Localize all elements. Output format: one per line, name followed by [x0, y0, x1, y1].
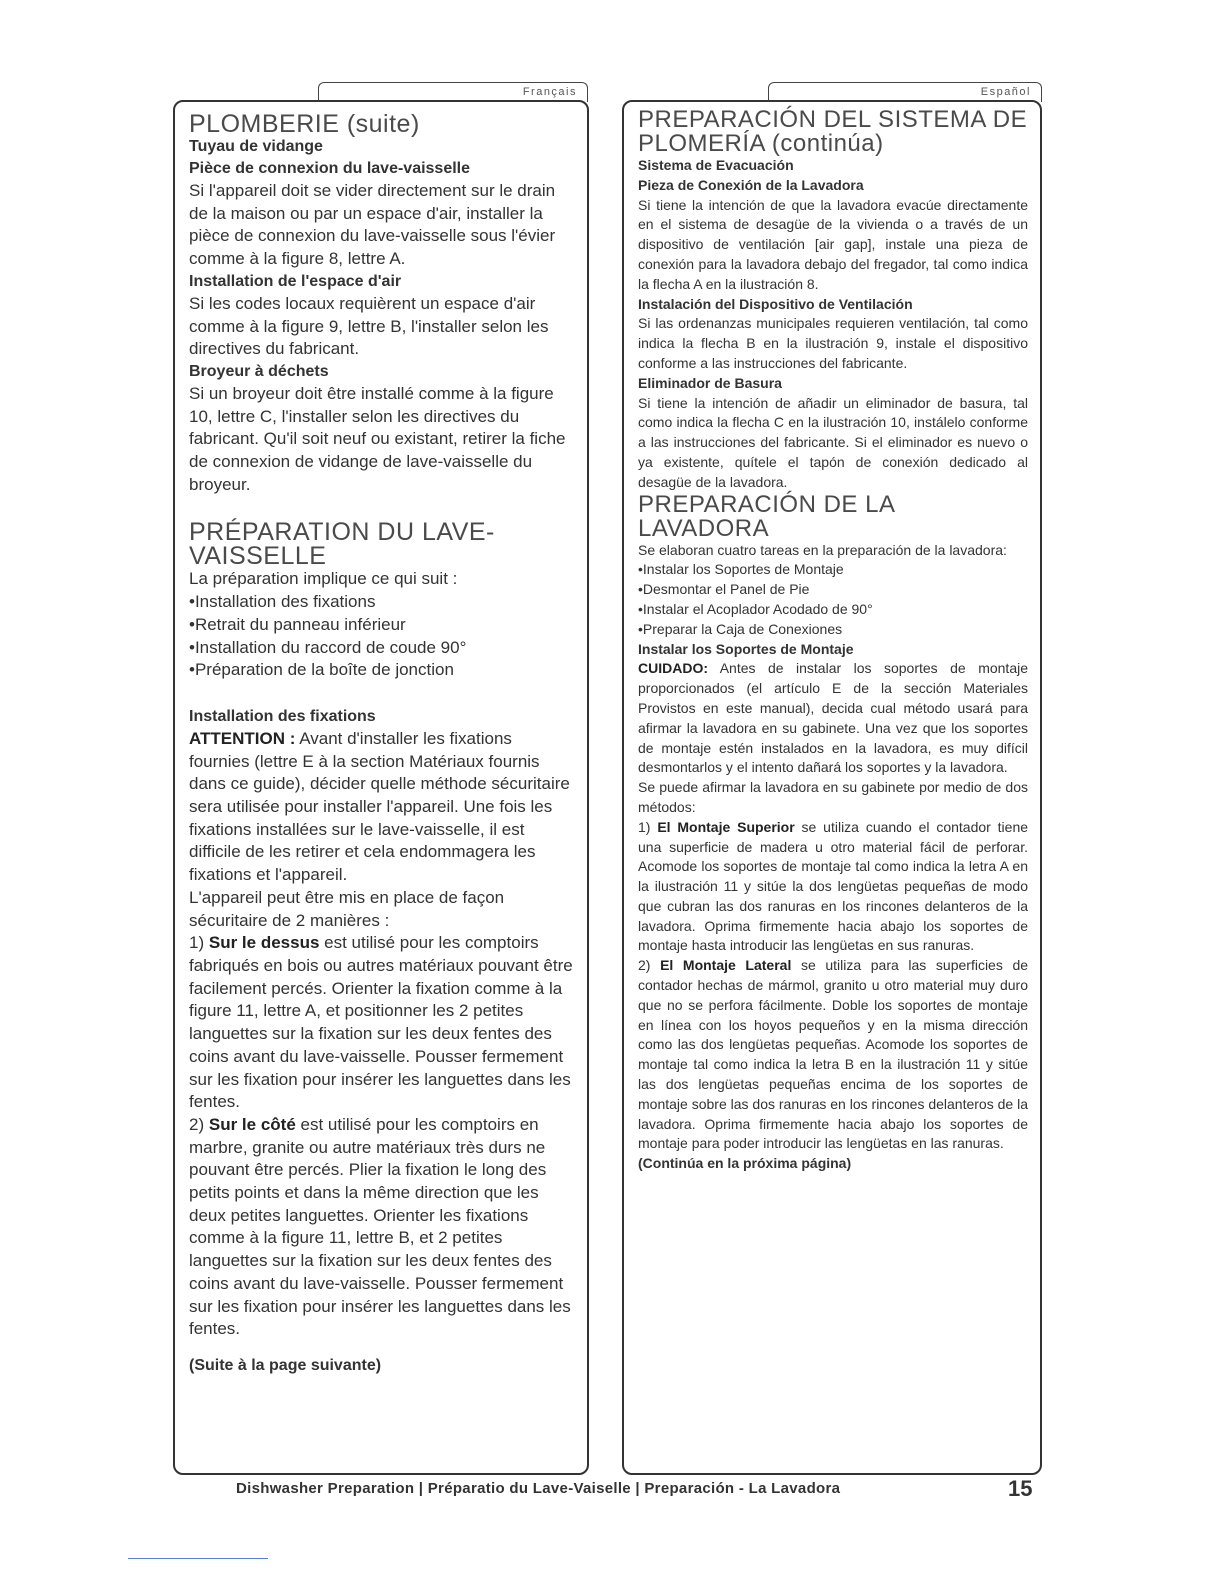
- paragraph-attention: [189, 728, 575, 887]
- subheading-pieza-conexion: Pieza de Conexión de la Lavadora: [638, 176, 864, 193]
- paragraph-broyeur: Si un broyeur doit être installé comme à la figure 10, lettre C, l'installer selon les directives du fabricant. Qu'il soit neuf ou existant, retirer la fiche de connexion de vidange de lave-vaisselle du broyeur.: [189, 383, 566, 494]
- paragraph-method-2: [638, 956, 1028, 1154]
- paragraph-metodos: Se puede afirmar la lavadora en su gabinete por medio de dos métodos:: [638, 779, 1028, 815]
- paragraph-tareas: Se elaboran cuatro tareas en la preparación de la lavadora:: [638, 541, 1007, 558]
- paragraph-cuidado: [638, 659, 1028, 778]
- paragraph-pieza-conexion: Si tiene la intención de que la lavadora evacúe directamente en el sistema de desagüe de la vivienda o a través de un dispositivo de ventilación [air gap], instale una pieza de conexión para la lavadora debajo del fregador, tal como indica la flecha A en la ilustración 8.: [638, 196, 1028, 292]
- method-1-number: 1): [638, 818, 651, 835]
- subheading-tuyau: Tuyau de vidange: [189, 138, 323, 155]
- method-1-text: se utiliza cuando el contador tiene una superficie de madera u otro material fácil de perforar. Acomode los soportes de montaje tal como indica la letra A en la ilustración 11 y sitúe la dos lengüetas pequeñas de modo que cubran las dos ranuras en los rincones delanteros de la lavadora. Oprima firmemente hacia abajo los soportes de montaje hasta introducir las lengüetas en sus ranuras.: [638, 818, 1029, 954]
- subheading-espace-air: Installation de l'espace d'air: [189, 272, 402, 290]
- attention-label: ATTENTION :: [189, 728, 296, 748]
- paragraph-ventilacion: Si las ordenanzas municipales requieren ventilación, tal como indica la flecha B en la ilustración 9, instale el dispositivo conforme a las instrucciones del fabricante.: [638, 315, 1028, 371]
- subheading-fixations: Installation des fixations: [189, 707, 376, 725]
- language-tab-spanish: Español: [768, 82, 1042, 102]
- heading-preparation-lave-vaisselle: PRÉPARATION DU LAVE-VAISSELLE: [189, 518, 495, 571]
- method-2-text: se utiliza para las superficies de contador hechas de mármol, granito u otro material muy duro que no se perfora fácilmente. Doble los soportes de montaje en línea con los hoyos pequeños y en la misma dirección como las dos lengüetas pequeñas. Acomode los soportes de montaje tal como indica la letra B en la ilustración 11 y sitúe las dos lengüetas pequeñas encima de los soportes de montaje sobre las dos ranuras en los rincones delanteros de la lavadora. Oprima firmemente hacia abajo los soportes de montaje para poder introducir las lengüetas en las ranuras.: [638, 957, 1029, 1152]
- language-tab-french: Français: [318, 82, 588, 102]
- attention-text: Avant d'installer les fixations fournies (lettre E à la section Matériaux fournis dans ce guide), décider quelle méthode sécuritaire sera utilisée pour installer l'appareil. Une fois les fixations installées sur le lave-vaisselle, il est difficile de les retirer et cela endommagera les fixations et l'appareil.: [189, 728, 570, 885]
- continued-note: (Continúa en la próxima página): [638, 1155, 852, 1172]
- method-2-number: 2): [189, 1114, 205, 1134]
- paragraph-eliminador: Si tiene la intención de añadir un eliminador de basura, tal como indica la flecha C en la ilustración 10, instálelo conforme a las instrucciones del fabricante. Si el eliminador es nuevo o ya existente, quítele el tapón de conexión dedicado al desagüe de la lavadora.: [638, 394, 1028, 490]
- heading-plomberie: PLOMBERIE (suite): [189, 110, 420, 138]
- french-panel: [173, 100, 589, 1475]
- subheading-piece-connexion: Pièce de connexion du lave-vaisselle: [189, 160, 471, 177]
- method-2-number: 2): [638, 957, 651, 974]
- method-1-number: 1): [189, 933, 205, 953]
- list-item: • Desmontar el Panel de Pie: [638, 580, 1028, 600]
- paragraph-method-1: [638, 818, 1028, 957]
- method-2-text: est utilisé pour les comptoirs en marbre, granite ou autre matériaux très durs ne pouvant être percés. Plier la fixation le long des petits points et dans la même direction que les deux petites languettes. Orienter les fixations comme à la figure 11, lettre B, et 2 petites languettes sur la fixation sur les deux fentes des coins avant du lave-vaisselle. Pousser fermement sur les fixation pour insérer les languettes dans les fentes.: [189, 1114, 571, 1339]
- page-number: 15: [1008, 1476, 1033, 1501]
- cuidado-label: CUIDADO:: [638, 660, 708, 677]
- method-2-label: Sur le côté: [208, 1114, 296, 1134]
- subheading-ventilacion: Instalación del Dispositivo de Ventilación: [638, 295, 913, 312]
- list-item: • Retrait du panneau inférieur: [189, 614, 575, 637]
- heading-sistema-plomeria: PREPARACIÓN DEL SISTEMA DE PLOMERÍA (continúa): [638, 106, 1028, 157]
- paragraph-espace-air: Si les codes locaux requièrent un espace d'air comme à la figure 9, lettre B, l'installer selon les directives du fabricant.: [189, 293, 549, 359]
- spanish-panel: [622, 100, 1042, 1475]
- continued-note: (Suite à la page suivante): [189, 1356, 382, 1374]
- method-1-label: El Montaje Superior: [657, 818, 795, 835]
- subheading-broyeur: Broyeur à déchets: [189, 362, 329, 380]
- subheading-eliminador: Eliminador de Basura: [638, 374, 782, 391]
- paragraph-method-1: [189, 932, 575, 1114]
- method-1-label: Sur le dessus: [208, 933, 320, 953]
- list-item: • Preparar la Caja de Conexiones: [638, 620, 1028, 640]
- list-item: • Installation des fixations: [189, 591, 575, 614]
- paragraph-implique: La préparation implique ce qui suit :: [189, 569, 458, 589]
- page-footer: Dishwasher Preparation | Préparatio du Lave-Vaiselle | Preparación - La Lavadora: [236, 1480, 841, 1497]
- list-item: • Préparation de la boîte de jonction: [189, 659, 575, 682]
- cuidado-text: Antes de instalar los soportes de montaje proporcionados (el artículo E de la sección Materiales Provistos en este manual), decida cual método usará para afirmar la lavadora en su gabinete. Una vez que los soportes de montaje estén instalados en la lavadora, es muy difícil desmontarlos y el intento dañará los soportes y la lavadora.: [638, 660, 1028, 776]
- paragraph-piece-connexion: Si l'appareil doit se vider directement sur le drain de la maison ou par un espace d'air, installer la pièce de connexion du lave-vaisselle sous l'évier comme à la figure 8, lettre A.: [189, 181, 556, 269]
- list-item: • Installation du raccord de coude 90°: [189, 637, 575, 660]
- paragraph-method-2: [189, 1114, 575, 1341]
- list-item: • Instalar el Acoplador Acodado de 90°: [638, 600, 1028, 620]
- method-1-text: est utilisé pour les comptoirs fabriqués en bois ou autres matériaux pouvant être facilement percés. Orienter la fixation comme à la figure 11, lettre A, et positionner les 2 petites languettes sur la fixation sur les deux fentes des coins avant du lave-vaisselle. Pousser fermement sur les fixation pour insérer les languettes dans les fentes.: [189, 933, 573, 1112]
- method-2-label: El Montaje Lateral: [660, 957, 792, 974]
- heading-preparacion-lavadora: PREPARACIÓN DE LA LAVADORA: [638, 490, 895, 542]
- subheading-soportes: Instalar los Soportes de Montaje: [638, 640, 854, 657]
- paragraph-appareil: L'appareil peut être mis en place de façon sécuritaire de 2 manières :: [189, 887, 505, 930]
- subheading-evacuacion: Sistema de Evacuación: [638, 157, 794, 173]
- bottom-divider: [128, 1558, 268, 1559]
- list-item: • Instalar los Soportes de Montaje: [638, 560, 1028, 580]
